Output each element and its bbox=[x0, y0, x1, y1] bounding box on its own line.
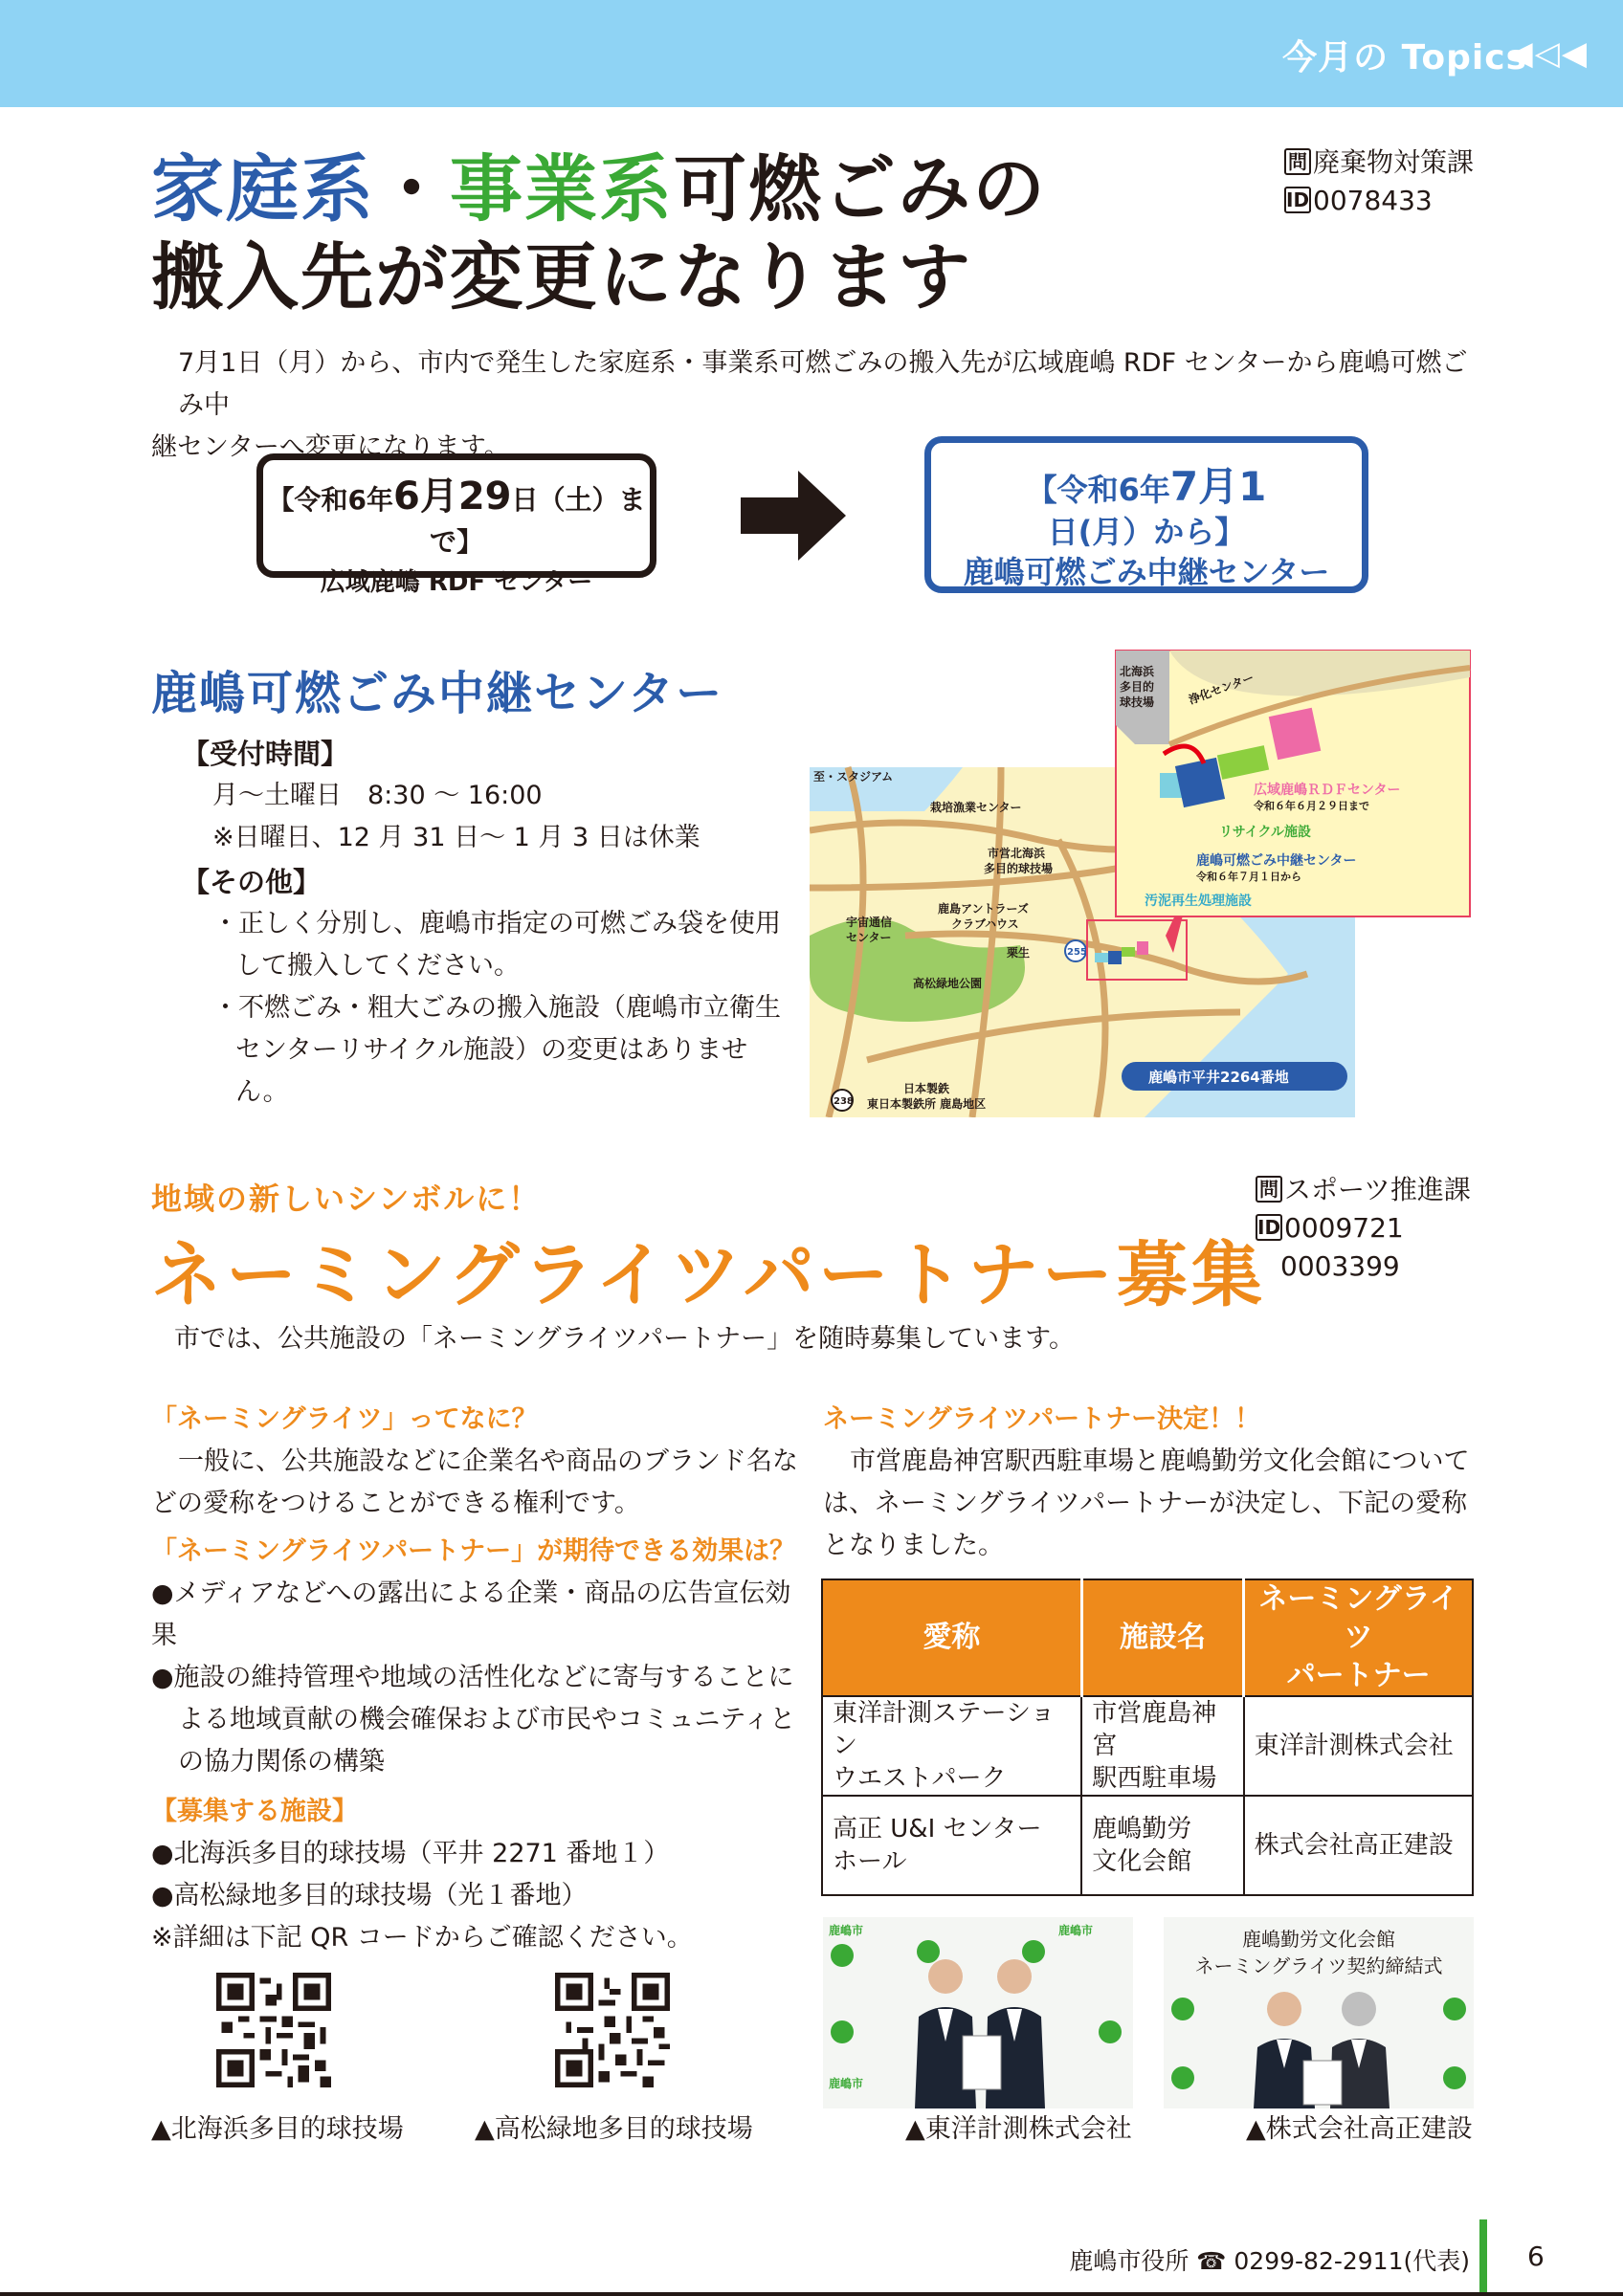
other-item-1-line-1: ・正しく分別し、鹿嶋市指定の可燃ごみ袋を使用 bbox=[212, 909, 781, 938]
map-label-takamatsu: 高松緑地公園 bbox=[913, 977, 983, 990]
map-label-kura: 栗生 bbox=[1007, 946, 1031, 960]
map-label-space: 宇宙通信 bbox=[846, 916, 893, 929]
route-255-label: 255 bbox=[1067, 947, 1087, 958]
before-date: 【令和6年6月29日（土）まで】 bbox=[267, 475, 646, 558]
center-info bbox=[182, 733, 794, 1114]
other-item-2-line-1: ・不燃ごみ・粗大ごみの搬入施設（鹿嶋市立衛生 bbox=[212, 993, 781, 1023]
bottom-rule bbox=[0, 2292, 1623, 2296]
photo2-sign-line-2: ネーミングライツ契約締結式 bbox=[1194, 1954, 1443, 1977]
map-label-antlers2: クラブハウス bbox=[951, 917, 1019, 931]
map-label-ballpark: 市営北海浜 bbox=[988, 847, 1046, 860]
cell-nickname: 高正 U&I センター ホール bbox=[822, 1796, 1081, 1895]
inset-label-north-2: 多目的 bbox=[1120, 680, 1155, 694]
photo1-caption: ▲東洋計測株式会社 bbox=[905, 2114, 1132, 2144]
title-business: 事業系 bbox=[450, 146, 674, 232]
hours-heading: 【受付時間】 bbox=[182, 738, 349, 770]
effect-item-2-line-3: の協力関係の構築 bbox=[178, 1747, 385, 1777]
what-line-1: 一般に、公共施設などに企業名や商品のブランド名な bbox=[178, 1446, 798, 1476]
header-nickname: 愛称 bbox=[822, 1579, 1081, 1696]
decided-line-2: は、ネーミングライツパートナーが決定し、下記の愛称 bbox=[823, 1489, 1468, 1518]
qr2-caption: ▲高松緑地多目的球技場 bbox=[475, 2114, 753, 2144]
inset-label-rdf: 広域鹿嶋ＲＤＦセンター bbox=[1254, 783, 1401, 798]
map-label-stadium: 至・スタジアム bbox=[813, 770, 894, 784]
map-label-space2: センター bbox=[846, 931, 892, 944]
contact-id-1: 0009721 bbox=[1284, 1212, 1404, 1244]
effect-item-1: ●メディアなどへの露出による企業・商品の広告宣伝効果 bbox=[151, 1578, 791, 1650]
inset-rdf-block bbox=[1269, 708, 1322, 761]
hours-line-1: 月～土曜日 8:30 ～ 16:00 bbox=[212, 781, 543, 810]
contact-department: 廃棄物対策課 bbox=[1313, 146, 1475, 178]
naming-right-column bbox=[823, 1399, 1483, 1567]
effect-heading: 「ネーミングライツパートナー」が期待できる効果は？ bbox=[151, 1536, 796, 1566]
cell-partner: 東洋計測株式会社 bbox=[1244, 1696, 1473, 1796]
photo1-sign-bottom: 鹿嶋市 bbox=[829, 2077, 864, 2090]
route-238-label: 238 bbox=[834, 1096, 854, 1107]
id-tag-icon: ID bbox=[1286, 188, 1310, 211]
footer-city-office: 鹿嶋市役所 bbox=[1069, 2247, 1189, 2275]
naming-left-column bbox=[151, 1399, 812, 1959]
signing-photo-1 bbox=[823, 1917, 1133, 2108]
inset-label-north-3: 球技場 bbox=[1120, 695, 1155, 709]
qr1-caption: ▲北海浜多目的球技場 bbox=[151, 2114, 404, 2144]
what-line-2: どの愛称をつけることができる権利です。 bbox=[151, 1489, 640, 1518]
facility-item-2: ●高松緑地多目的球技場（光１番地） bbox=[151, 1881, 588, 1910]
triangles-decoration: ◀◁◀ bbox=[1507, 34, 1589, 73]
naming-rights-table bbox=[821, 1578, 1474, 1896]
table-row bbox=[822, 1796, 1473, 1895]
before-box bbox=[256, 453, 656, 597]
qr-code-icon[interactable] bbox=[555, 1973, 670, 2087]
title-rest: 可燃ごみの bbox=[674, 146, 1047, 232]
photo1-sign-left: 鹿嶋市 bbox=[829, 1924, 864, 1937]
photo1-sign-right: 鹿嶋市 bbox=[1058, 1924, 1094, 1937]
cell-facility: 鹿嶋勤労 文化会館 bbox=[1081, 1796, 1244, 1895]
after-facility: 鹿嶋可燃ごみ中継センター bbox=[963, 554, 1330, 590]
contact-block-2 bbox=[1256, 1171, 1471, 1286]
after-box bbox=[924, 436, 1368, 593]
map-label-cultivation: 栽培漁業センター bbox=[930, 801, 1022, 814]
decided-heading: ネーミングライツパートナー決定！！ bbox=[823, 1404, 1261, 1434]
location-map bbox=[810, 649, 1474, 1117]
footer-accent-bar bbox=[1479, 2219, 1487, 2296]
cell-nickname: 東洋計測ステーション ウエストパーク bbox=[822, 1696, 1081, 1796]
other-item-2-line-2: センターリサイクル施設）の変更はありません。 bbox=[235, 1035, 748, 1107]
facility-item-1: ●北海浜多目的球技場（平井 2271 番地１） bbox=[151, 1839, 670, 1868]
inset-label-sludge: 汚泥再生処理施設 bbox=[1145, 894, 1252, 909]
intro-line-2: 継センターへ変更になります。 bbox=[151, 432, 510, 462]
naming-intro: 市では、公共施設の「ネーミングライツパートナー」を随時募集しています。 bbox=[174, 1324, 1075, 1354]
hours-line-2: ※日曜日、12 月 31 日～ 1 月 3 日は休業 bbox=[212, 823, 700, 852]
map-address: 鹿嶋市平井2264番地 bbox=[1148, 1069, 1289, 1086]
id-tag-icon: ID bbox=[1257, 1216, 1281, 1239]
contact-tag-icon: 問 bbox=[1284, 148, 1311, 175]
title-household: 家庭系 bbox=[151, 146, 375, 232]
header-facility: 施設名 bbox=[1081, 1579, 1244, 1696]
footer-phone: 0299-82-2911(代表) bbox=[1234, 2247, 1470, 2275]
table-row bbox=[822, 1696, 1473, 1796]
what-heading: 「ネーミングライツ」ってなに？ bbox=[151, 1404, 538, 1434]
photo2-caption: ▲株式会社高正建設 bbox=[1246, 2114, 1473, 2144]
cell-partner: 株式会社高正建設 bbox=[1244, 1796, 1473, 1895]
page-number: 6 bbox=[1527, 2241, 1545, 2272]
contact-block-1 bbox=[1284, 144, 1474, 220]
agreement-document bbox=[1303, 2061, 1342, 2105]
cell-facility: 市営鹿島神宮 駅西駐車場 bbox=[1081, 1696, 1244, 1796]
effect-item-2-line-2: よる地域貢献の機会確保および市民やコミュニティと bbox=[178, 1705, 796, 1734]
inset-label-relay-date: 令和６年７月１日から bbox=[1196, 871, 1301, 883]
naming-kicker: 地域の新しいシンボルに！ bbox=[151, 1181, 542, 1217]
naming-title: ネーミングライツパートナー募集 bbox=[151, 1234, 1266, 1316]
after-date: 【令和6年7月1日(月）から】 bbox=[1026, 463, 1267, 550]
inset-label-north-1: 北海浜 bbox=[1120, 665, 1155, 678]
contact-id-2: 0003399 bbox=[1280, 1250, 1400, 1282]
page-title bbox=[151, 145, 1156, 321]
inset-label-rdf-date: 令和６年６月２９日まで bbox=[1254, 800, 1369, 812]
before-facility: 広域鹿嶋 RDF センター bbox=[320, 568, 593, 597]
photo2-sign-line-1: 鹿嶋勤労文化会館 bbox=[1242, 1928, 1395, 1951]
inset-label-relay: 鹿嶋可燃ごみ中継センター bbox=[1196, 853, 1357, 869]
signing-photo-2 bbox=[1164, 1917, 1474, 2108]
map-label-antlers: 鹿島アントラーズ bbox=[938, 902, 1029, 916]
title-line-1 bbox=[151, 145, 1156, 233]
inset-label-purify: 浄化センター bbox=[1187, 671, 1256, 707]
qr-note: ※詳細は下記 QR コードからご確認ください。 bbox=[151, 1923, 693, 1953]
center-heading: 鹿嶋可燃ごみ中継センター bbox=[151, 667, 724, 720]
map-label-nippon-steel2: 東日本製鉄所 鹿島地区 bbox=[867, 1097, 987, 1111]
agreement-document bbox=[963, 2036, 1001, 2089]
title-separator: ・ bbox=[375, 146, 450, 232]
intro-line-1: 7月1日（月）から、市内で発生した家庭系・事業系可燃ごみの搬入先が広域鹿嶋 RDF センターから鹿嶋可燃ごみ中 bbox=[178, 348, 1468, 420]
inset-label-recycle: リサイクル施設 bbox=[1219, 825, 1312, 840]
phone-icon: ☎ bbox=[1196, 2247, 1227, 2275]
title-line-2: 搬入先が変更になります bbox=[151, 234, 972, 320]
header-partner: ネーミングライツ パートナー bbox=[1244, 1579, 1473, 1696]
contact-id: 0078433 bbox=[1313, 185, 1433, 216]
decided-line-3: となりました。 bbox=[823, 1531, 1004, 1560]
map-label-nippon-steel: 日本製鉄 bbox=[903, 1082, 950, 1095]
other-heading: 【その他】 bbox=[182, 866, 322, 898]
qr-code-icon[interactable] bbox=[216, 1973, 331, 2087]
right-arrow-icon bbox=[741, 471, 846, 561]
topics-label: 今月の Topics bbox=[1282, 38, 1527, 77]
footer-contact bbox=[1069, 2242, 1470, 2277]
other-item-1-line-2: して搬入してください。 bbox=[235, 951, 520, 981]
inset-relay-block bbox=[1175, 758, 1225, 807]
map-label-ballpark2: 多目的球技場 bbox=[984, 862, 1054, 875]
effect-item-2-line-1: ●施設の維持管理や地域の活性化などに寄与することに bbox=[151, 1663, 794, 1692]
facilities-heading: 【募集する施設】 bbox=[151, 1797, 358, 1826]
contact-department: スポーツ推進課 bbox=[1284, 1174, 1471, 1205]
decided-line-1: 市営鹿島神宮駅西駐車場と鹿嶋勤労文化会館について bbox=[850, 1446, 1470, 1476]
contact-tag-icon: 問 bbox=[1256, 1176, 1282, 1203]
